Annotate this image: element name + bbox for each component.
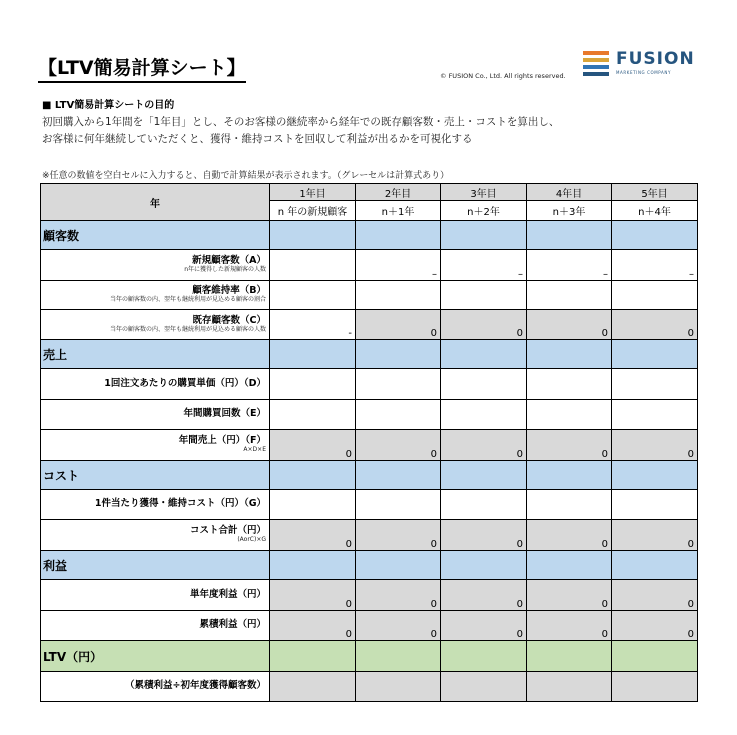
formula-cell: [441, 672, 527, 702]
fusion-logo: [583, 51, 703, 79]
row-cumulative-profit: [41, 611, 698, 641]
section-customers: [41, 221, 698, 250]
year-4-header: 4年目: [527, 184, 612, 201]
input-cell[interactable]: [612, 281, 698, 310]
section-sales: [41, 340, 698, 369]
year-1-header: 1年目: [270, 184, 356, 201]
period-4-header: n＋3年: [527, 201, 612, 221]
row-label: 1件当たり獲得・維持コスト（円）（G）: [94, 498, 266, 510]
formula-cell: 0: [356, 310, 441, 340]
section-label: 顧客数: [41, 221, 270, 250]
page-title: 【LTV簡易計算シート】: [38, 53, 246, 83]
formula-cell: 0: [270, 520, 356, 551]
formula-cell: 0: [356, 611, 441, 641]
row-label: 単年度利益（円）: [189, 588, 266, 600]
input-cell[interactable]: [441, 369, 527, 400]
input-cell[interactable]: [270, 281, 356, 310]
input-cell[interactable]: [612, 369, 698, 400]
row-label: 年間購買回数（E）: [183, 408, 266, 420]
period-1-header: n 年の新規顧客: [270, 201, 356, 221]
formula-cell: 0: [441, 611, 527, 641]
input-cell[interactable]: [270, 400, 356, 430]
input-cell[interactable]: [612, 490, 698, 520]
value-cell: –: [441, 250, 527, 281]
year-3-header: 3年目: [441, 184, 527, 201]
row-label: 1回注文あたりの購買単価（円）（D）: [104, 377, 266, 389]
row-label: （累積利益÷初年度獲得顧客数）: [125, 680, 266, 692]
formula-cell: 0: [441, 520, 527, 551]
row-annual-sales: [41, 430, 698, 461]
row-total-cost: [41, 520, 698, 551]
row-label: 顧客維持率（B）: [192, 285, 266, 297]
formula-cell: 0: [612, 580, 698, 611]
input-cell[interactable]: [356, 490, 441, 520]
row-sublabel: (AorC)×G: [237, 536, 266, 544]
row-purchases: [41, 400, 698, 430]
period-2-header: n＋1年: [356, 201, 441, 221]
row-unit-price: [41, 369, 698, 400]
row-sublabel: 当年の顧客数の内、翌年も継続利用が見込める顧客の人数: [109, 325, 266, 333]
input-cell[interactable]: [441, 281, 527, 310]
formula-cell: 0: [527, 430, 612, 461]
row-existing-customers: [41, 310, 698, 340]
value-cell: –: [527, 250, 612, 281]
input-cell[interactable]: [441, 400, 527, 430]
value-cell: –: [612, 250, 698, 281]
year-header: 年: [41, 184, 270, 221]
row-ltv-formula: [41, 672, 698, 702]
copyright: © FUSION Co., Ltd. All rights reserved.: [440, 72, 566, 80]
input-cell[interactable]: [356, 281, 441, 310]
row-label: 新規顧客数（A）: [192, 255, 266, 267]
formula-cell: 0: [270, 580, 356, 611]
period-5-header: n＋4年: [612, 201, 698, 221]
row-unit-cost: [41, 490, 698, 520]
ltv-table: [40, 183, 698, 702]
section-label: 利益: [41, 551, 270, 580]
row-label: 累積利益（円）: [199, 619, 266, 631]
input-cell[interactable]: [270, 250, 356, 281]
formula-cell: 0: [270, 611, 356, 641]
formula-cell: 0: [612, 310, 698, 340]
logo-subtitle: MARKETING COMPANY: [616, 70, 672, 75]
formula-cell: 0: [612, 520, 698, 551]
input-cell[interactable]: [356, 400, 441, 430]
row-year-profit: [41, 580, 698, 611]
input-cell[interactable]: [527, 400, 612, 430]
formula-cell: 0: [612, 611, 698, 641]
formula-cell: 0: [527, 611, 612, 641]
input-cell[interactable]: [527, 369, 612, 400]
period-3-header: n＋2年: [441, 201, 527, 221]
row-sublabel: n年に獲得した新規顧客の人数: [184, 266, 266, 274]
formula-cell: [527, 672, 612, 702]
input-cell[interactable]: [270, 490, 356, 520]
row-label: 年間売上（円）（F）: [178, 435, 266, 447]
input-cell[interactable]: [270, 369, 356, 400]
input-cell[interactable]: [612, 400, 698, 430]
input-cell[interactable]: [527, 281, 612, 310]
formula-cell: 0: [270, 430, 356, 461]
logo-word: FUSION: [616, 49, 695, 69]
section-profit: [41, 551, 698, 580]
formula-cell: 0: [441, 310, 527, 340]
purpose-line-2: お客様に何年継続していただくと、獲得・維持コストを回収して利益が出るかを可視化する: [42, 133, 473, 145]
section-label: LTV（円）: [41, 641, 270, 672]
formula-cell: 0: [527, 310, 612, 340]
formula-cell: 0: [356, 520, 441, 551]
input-cell[interactable]: [527, 490, 612, 520]
section-label: コスト: [41, 461, 270, 490]
formula-cell: [270, 672, 356, 702]
value-cell: -: [270, 310, 356, 340]
formula-cell: 0: [441, 580, 527, 611]
row-label: 既存顧客数（C）: [192, 314, 266, 326]
row-sublabel: 当年の顧客数の内、翌年も継続利用が見込める顧客の割合: [109, 296, 266, 304]
row-label: コスト合計（円）: [189, 525, 266, 537]
formula-cell: [356, 672, 441, 702]
formula-cell: 0: [527, 580, 612, 611]
formula-cell: [612, 672, 698, 702]
year-5-header: 5年目: [612, 184, 698, 201]
row-retention: [41, 281, 698, 310]
section-cost: [41, 461, 698, 490]
input-cell[interactable]: [356, 369, 441, 400]
formula-cell: 0: [356, 580, 441, 611]
purpose-heading: ■ LTV簡易計算シートの目的: [42, 100, 175, 111]
formula-cell: 0: [612, 430, 698, 461]
purpose-line-1: 初回購入から1年間を「1年目」とし、そのお客様の継続率から経年での既存顧客数・売上・コストを算出し、: [42, 116, 560, 128]
formula-cell: 0: [527, 520, 612, 551]
formula-cell: 0: [356, 430, 441, 461]
row-new-customers: [41, 250, 698, 281]
value-cell: –: [356, 250, 441, 281]
input-cell[interactable]: [441, 490, 527, 520]
section-ltv: [41, 641, 698, 672]
section-label: 売上: [41, 340, 270, 369]
header-row-years: [41, 184, 698, 201]
formula-cell: 0: [441, 430, 527, 461]
row-sublabel: A×D×E: [243, 446, 266, 454]
year-2-header: 2年目: [356, 184, 441, 201]
input-note: ※任意の数値を空白セルに入力すると、自動で計算結果が表示されます。（グレーセルは計算式あり）: [42, 171, 450, 181]
